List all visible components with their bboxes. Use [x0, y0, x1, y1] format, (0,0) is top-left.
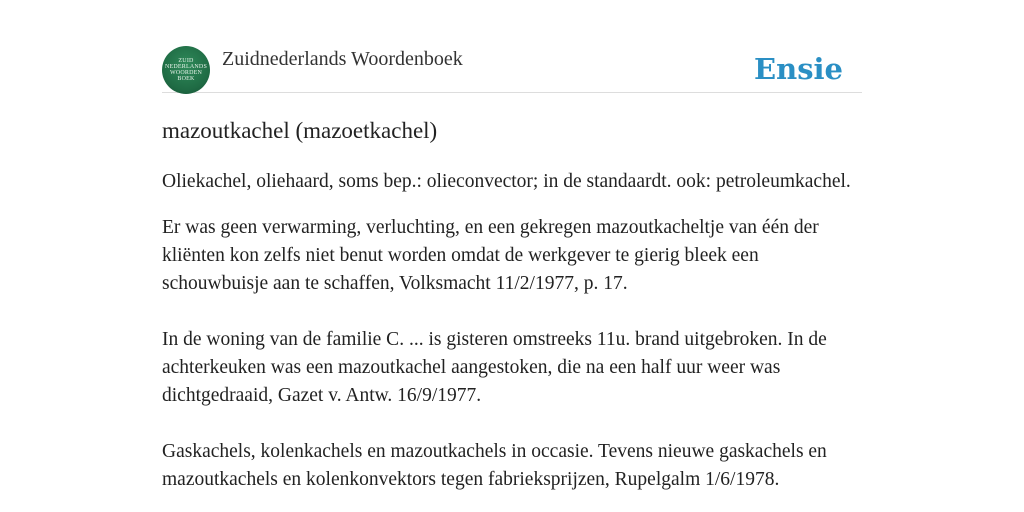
site-title[interactable]: Zuidnederlands Woordenboek — [222, 48, 463, 70]
citation-quote-3: Gaskachels, kolenkachels en mazoutkachels in occasie. Tevens nieuwe gaskachels en mazoutkachels en kolenkonvektors tegen fabrieksprijzen, Rupelgalm 1/6/1978. — [162, 441, 827, 490]
entry-headword: mazoutkachel (mazoetkachel) — [162, 118, 438, 143]
logo-line-3: WOORDEN — [169, 70, 203, 76]
logo-line-1: ZUID — [178, 58, 194, 64]
zuidnederlands-woordenboek-logo[interactable] — [162, 46, 210, 94]
entry-content — [162, 168, 862, 512]
citation-quote-1: Er was geen verwarming, verluchting, en een gekregen mazoutkacheltje van één der kliënten kon zelfs niet benut worden omdat de werkgever te gierig bleek een schouwbuisje aan te schaffen, Volksmacht 11/2/1977, p. 17. — [162, 217, 819, 294]
ensie-brand-link[interactable]: Ensie — [754, 52, 843, 86]
entry-definition: Oliekachel, oliehaard, soms bep.: olieconvector; in de standaardt. ook: petroleumkachel. — [162, 171, 851, 192]
site-header — [162, 44, 862, 93]
logo-line-4: BOEK — [177, 76, 195, 82]
logo-line-2: NEDERLANDS — [165, 64, 207, 70]
citation-quote-2: In de woning van de familie C. ... is gisteren omstreeks 11u. brand uitgebroken. In de achterkeuken was een mazoutkachel aangestoken, die na een half uur weer was dichtgedraaid, Gazet v. Antw. 16/9/1977. — [162, 329, 827, 406]
